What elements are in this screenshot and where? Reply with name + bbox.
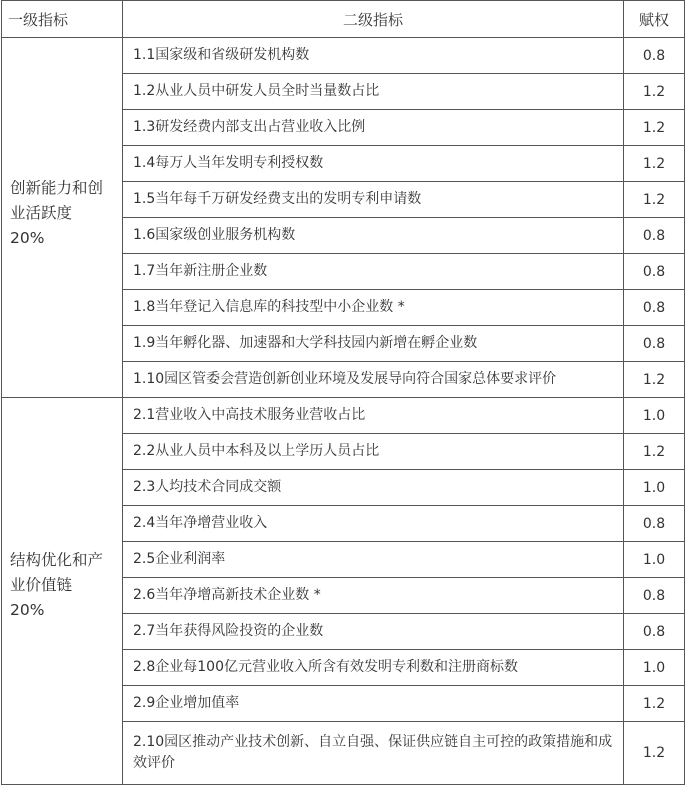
weight-cell: 1.2: [624, 182, 685, 218]
weight-cell: 1.2: [624, 110, 685, 146]
weight-cell: 1.2: [624, 146, 685, 182]
category-name-line2: 业价值链: [10, 576, 73, 594]
weight-cell: 1.2: [624, 74, 685, 110]
subindicator-cell: 2.9企业增加值率: [123, 686, 624, 722]
subindicator-cell: 1.8当年登记入信息库的科技型中小企业数 *: [123, 290, 624, 326]
subindicator-cell: 1.1国家级和省级研发机构数: [123, 38, 624, 74]
weight-cell: 1.0: [624, 650, 685, 686]
subindicator-cell: 1.5当年每千万研发经费支出的发明专利申请数: [123, 182, 624, 218]
category-name-line1: 创新能力和创: [10, 179, 104, 197]
subindicator-cell: 2.2从业人员中本科及以上学历人员占比: [123, 434, 624, 470]
weight-cell: 1.2: [624, 722, 685, 785]
subindicator-cell: 2.8企业每100亿元营业收入所含有效发明专利数和注册商标数: [123, 650, 624, 686]
category-name-line1: 结构优化和产: [10, 551, 104, 569]
subindicator-cell: 2.3人均技术合同成交额: [123, 470, 624, 506]
category-name-line2: 业活跃度: [10, 204, 73, 222]
header-weight: 赋权: [624, 1, 685, 38]
subindicator-cell: 2.10园区推动产业技术创新、自立自强、保证供应链自主可控的政策措施和成效评价: [123, 722, 624, 785]
category-cell-innovation: [2, 38, 123, 398]
header-row: [2, 1, 685, 38]
weight-cell: 1.2: [624, 362, 685, 398]
subindicator-cell: 1.10园区管委会营造创新创业环境及发展导向符合国家总体要求评价: [123, 362, 624, 398]
subindicator-cell: 2.6当年净增高新技术企业数 *: [123, 578, 624, 614]
subindicator-cell: 1.7当年新注册企业数: [123, 254, 624, 290]
weight-cell: 0.8: [624, 254, 685, 290]
weight-cell: 1.0: [624, 542, 685, 578]
subindicator-cell: 1.9当年孵化器、加速器和大学科技园内新增在孵企业数: [123, 326, 624, 362]
subindicator-cell: 2.7当年获得风险投资的企业数: [123, 614, 624, 650]
category-cell-structure: [2, 398, 123, 785]
category-percentage: 20%: [10, 601, 45, 619]
weight-cell: 0.8: [624, 38, 685, 74]
table-row: [2, 38, 685, 74]
weight-cell: 0.8: [624, 218, 685, 254]
weight-cell: 1.0: [624, 398, 685, 434]
subindicator-cell: 2.1营业收入中高技术服务业营收占比: [123, 398, 624, 434]
subindicator-cell: 1.2从业人员中研发人员全时当量数占比: [123, 74, 624, 110]
weight-cell: 0.8: [624, 506, 685, 542]
weight-cell: 0.8: [624, 290, 685, 326]
subindicator-cell: 1.6国家级创业服务机构数: [123, 218, 624, 254]
weight-cell: 0.8: [624, 614, 685, 650]
indicator-table: [1, 0, 685, 785]
subindicator-cell: 2.5企业利润率: [123, 542, 624, 578]
weight-cell: 1.2: [624, 686, 685, 722]
table-row: [2, 398, 685, 434]
header-level1: 一级指标: [2, 1, 123, 38]
weight-cell: 0.8: [624, 326, 685, 362]
subindicator-cell: 1.3研发经费内部支出占营业收入比例: [123, 110, 624, 146]
subindicator-cell: 2.4当年净增营业收入: [123, 506, 624, 542]
subindicator-cell: 1.4每万人当年发明专利授权数: [123, 146, 624, 182]
header-level2: 二级指标: [123, 1, 624, 38]
weight-cell: 0.8: [624, 578, 685, 614]
weight-cell: 1.2: [624, 434, 685, 470]
category-percentage: 20%: [10, 229, 45, 247]
weight-cell: 1.0: [624, 470, 685, 506]
